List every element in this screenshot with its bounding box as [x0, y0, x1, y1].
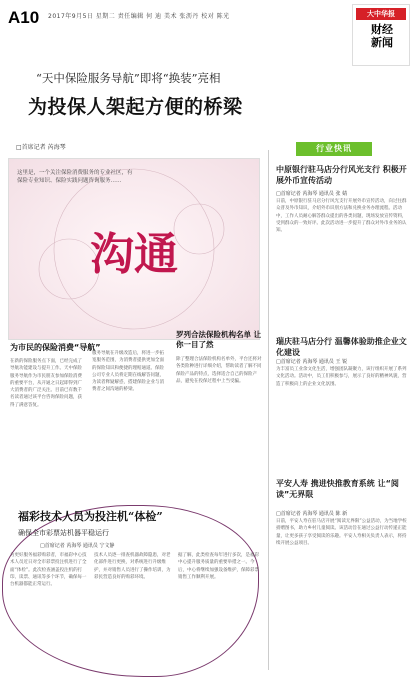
- feature-byline: □首席记者 芮海琴 通讯员 宁文静: [40, 543, 115, 549]
- col-c-body: 除了整理合法保险机构名单外，平台还将对各类险种进行详细介绍，帮助读者了解不同保险产品的特点，选择适合自己的保险产品，避免在投保过程中上当受骗。: [176, 357, 262, 384]
- section-logo: [352, 4, 410, 66]
- feature-body-b: 技术人员逐一排查机器故障隐患，对老化部件进行更换，对系统进行升级维护，并对销售人员进行了操作培训，为彩民营造良好的购彩环境。: [94, 553, 171, 580]
- masthead: [0, 0, 415, 70]
- feature-body-a: 为更好服务福彩购彩者，市福彩中心技术人员近日对全市彩票投注机进行了全面“体检”。此次检查涵盖投注机的打印、读票、通讯等多个环节，确保每一台机器都能正常运行。: [10, 553, 87, 588]
- news-3-byline: □首席记者 芮海琴 通讯员 陈 新: [276, 511, 348, 517]
- news-1-body: 日前，中原银行驻马店分行风光支行开展外币宣传活动，向过往群众普及外币知识，介绍外币识别方法和兑换业务办理流程。活动中，工作人员耐心解答群众提出的各类问题，现场发放宣传资料，受到群众的一致好评。此次活动进一步提升了群众对外币业务的认知。: [276, 199, 407, 234]
- column-divider: [268, 150, 269, 670]
- feature-title: 福彩技术人员为投注机“体检”: [18, 510, 163, 523]
- page-number: A10: [8, 8, 40, 27]
- illustration-word: 沟通: [90, 229, 178, 280]
- feature-body-c: 据了解，此类检查每年进行多次，是福彩中心提升服务质量的重要举措之一。今后，中心将继续加强设备维护，保障彩票销售工作顺利开展。: [178, 553, 259, 580]
- news-2-body: 为丰富员工业余文化生活，增强团队凝聚力，该行组织开展了系列文化活动。活动中，员工们积极参与，展示了良好的精神风貌，营造了积极向上的企业文化氛围。: [276, 367, 407, 387]
- lead-illustration: [8, 158, 260, 340]
- col-a-title: 为市民的保险消费“导航”: [10, 343, 101, 352]
- col-b-body: 服务导航在升级改造后，将进一步拓宽服务范围，为消费者提供更加全面的保险知识和便捷的理赔通道。保险公司专业人员将定期在线解答问题，为读者释疑解惑，搭建保险企业与消费者之间沟通的桥梁。: [92, 351, 164, 393]
- logo-brand: 大中华报: [356, 8, 406, 20]
- news-3-title: 平安人寿 携进快推教育系统 让“阅读”无界限: [276, 479, 399, 499]
- news-3-body: 日前，平安人寿在驻马店开展“阅读无界限”公益活动，为当地学校捐赠图书，助力乡村儿童阅读。该活动旨在通过公益行动传递正能量，让更多孩子享受阅读的乐趣。平安人寿相关负责人表示，将持续开展公益项目。: [276, 519, 407, 546]
- news-2-byline: □首席记者 芮海琴 通讯员 王 锐: [276, 359, 348, 365]
- section-tag: 行业快讯: [296, 142, 372, 156]
- lead-headline: 为投保人架起方便的桥梁: [28, 96, 243, 118]
- lead-kicker: “天中保险服务导航”即将“换装”亮相: [36, 71, 221, 85]
- lead-quote: 这里是，一个关注保险消费服务的专业社区，有保险专业知识、保险实践问题咨询服务……: [17, 170, 133, 184]
- feature-subtitle: 确保全市彩票站机器平稳运行: [18, 529, 109, 537]
- lead-byline: □首席记者 芮海琴: [16, 144, 66, 151]
- page-meta: 2017年9月5日 星期二 责任编辑 何 迪 美术 张沥丹 校对 陈光: [48, 13, 230, 20]
- news-1-title: 中原银行驻马店分行风光支行 积极开展外币宣传活动: [276, 165, 407, 185]
- logo-section-name: 财经 新闻: [371, 23, 393, 49]
- illustration-svg: [9, 159, 259, 339]
- news-2-title: 瑞庆驻马店分行 温馨体验助推企业文化建设: [276, 337, 407, 357]
- col-c-title: 罗列合法保险机构名单 让你一目了然: [176, 330, 262, 349]
- news-1-byline: □首席记者 芮海琴 通讯员 张 婧: [276, 191, 348, 197]
- col-a-body: 在新的保险服务点下面，已经完成了导航功能建设与提升工作。天中保险服务导航作为市民朋友参加保险消费的重要平台，从开通之日起即得到广大消费者的广泛关注。目前已有数千名读者通过该平台咨询保险问题，获得了满意答复。: [10, 359, 82, 408]
